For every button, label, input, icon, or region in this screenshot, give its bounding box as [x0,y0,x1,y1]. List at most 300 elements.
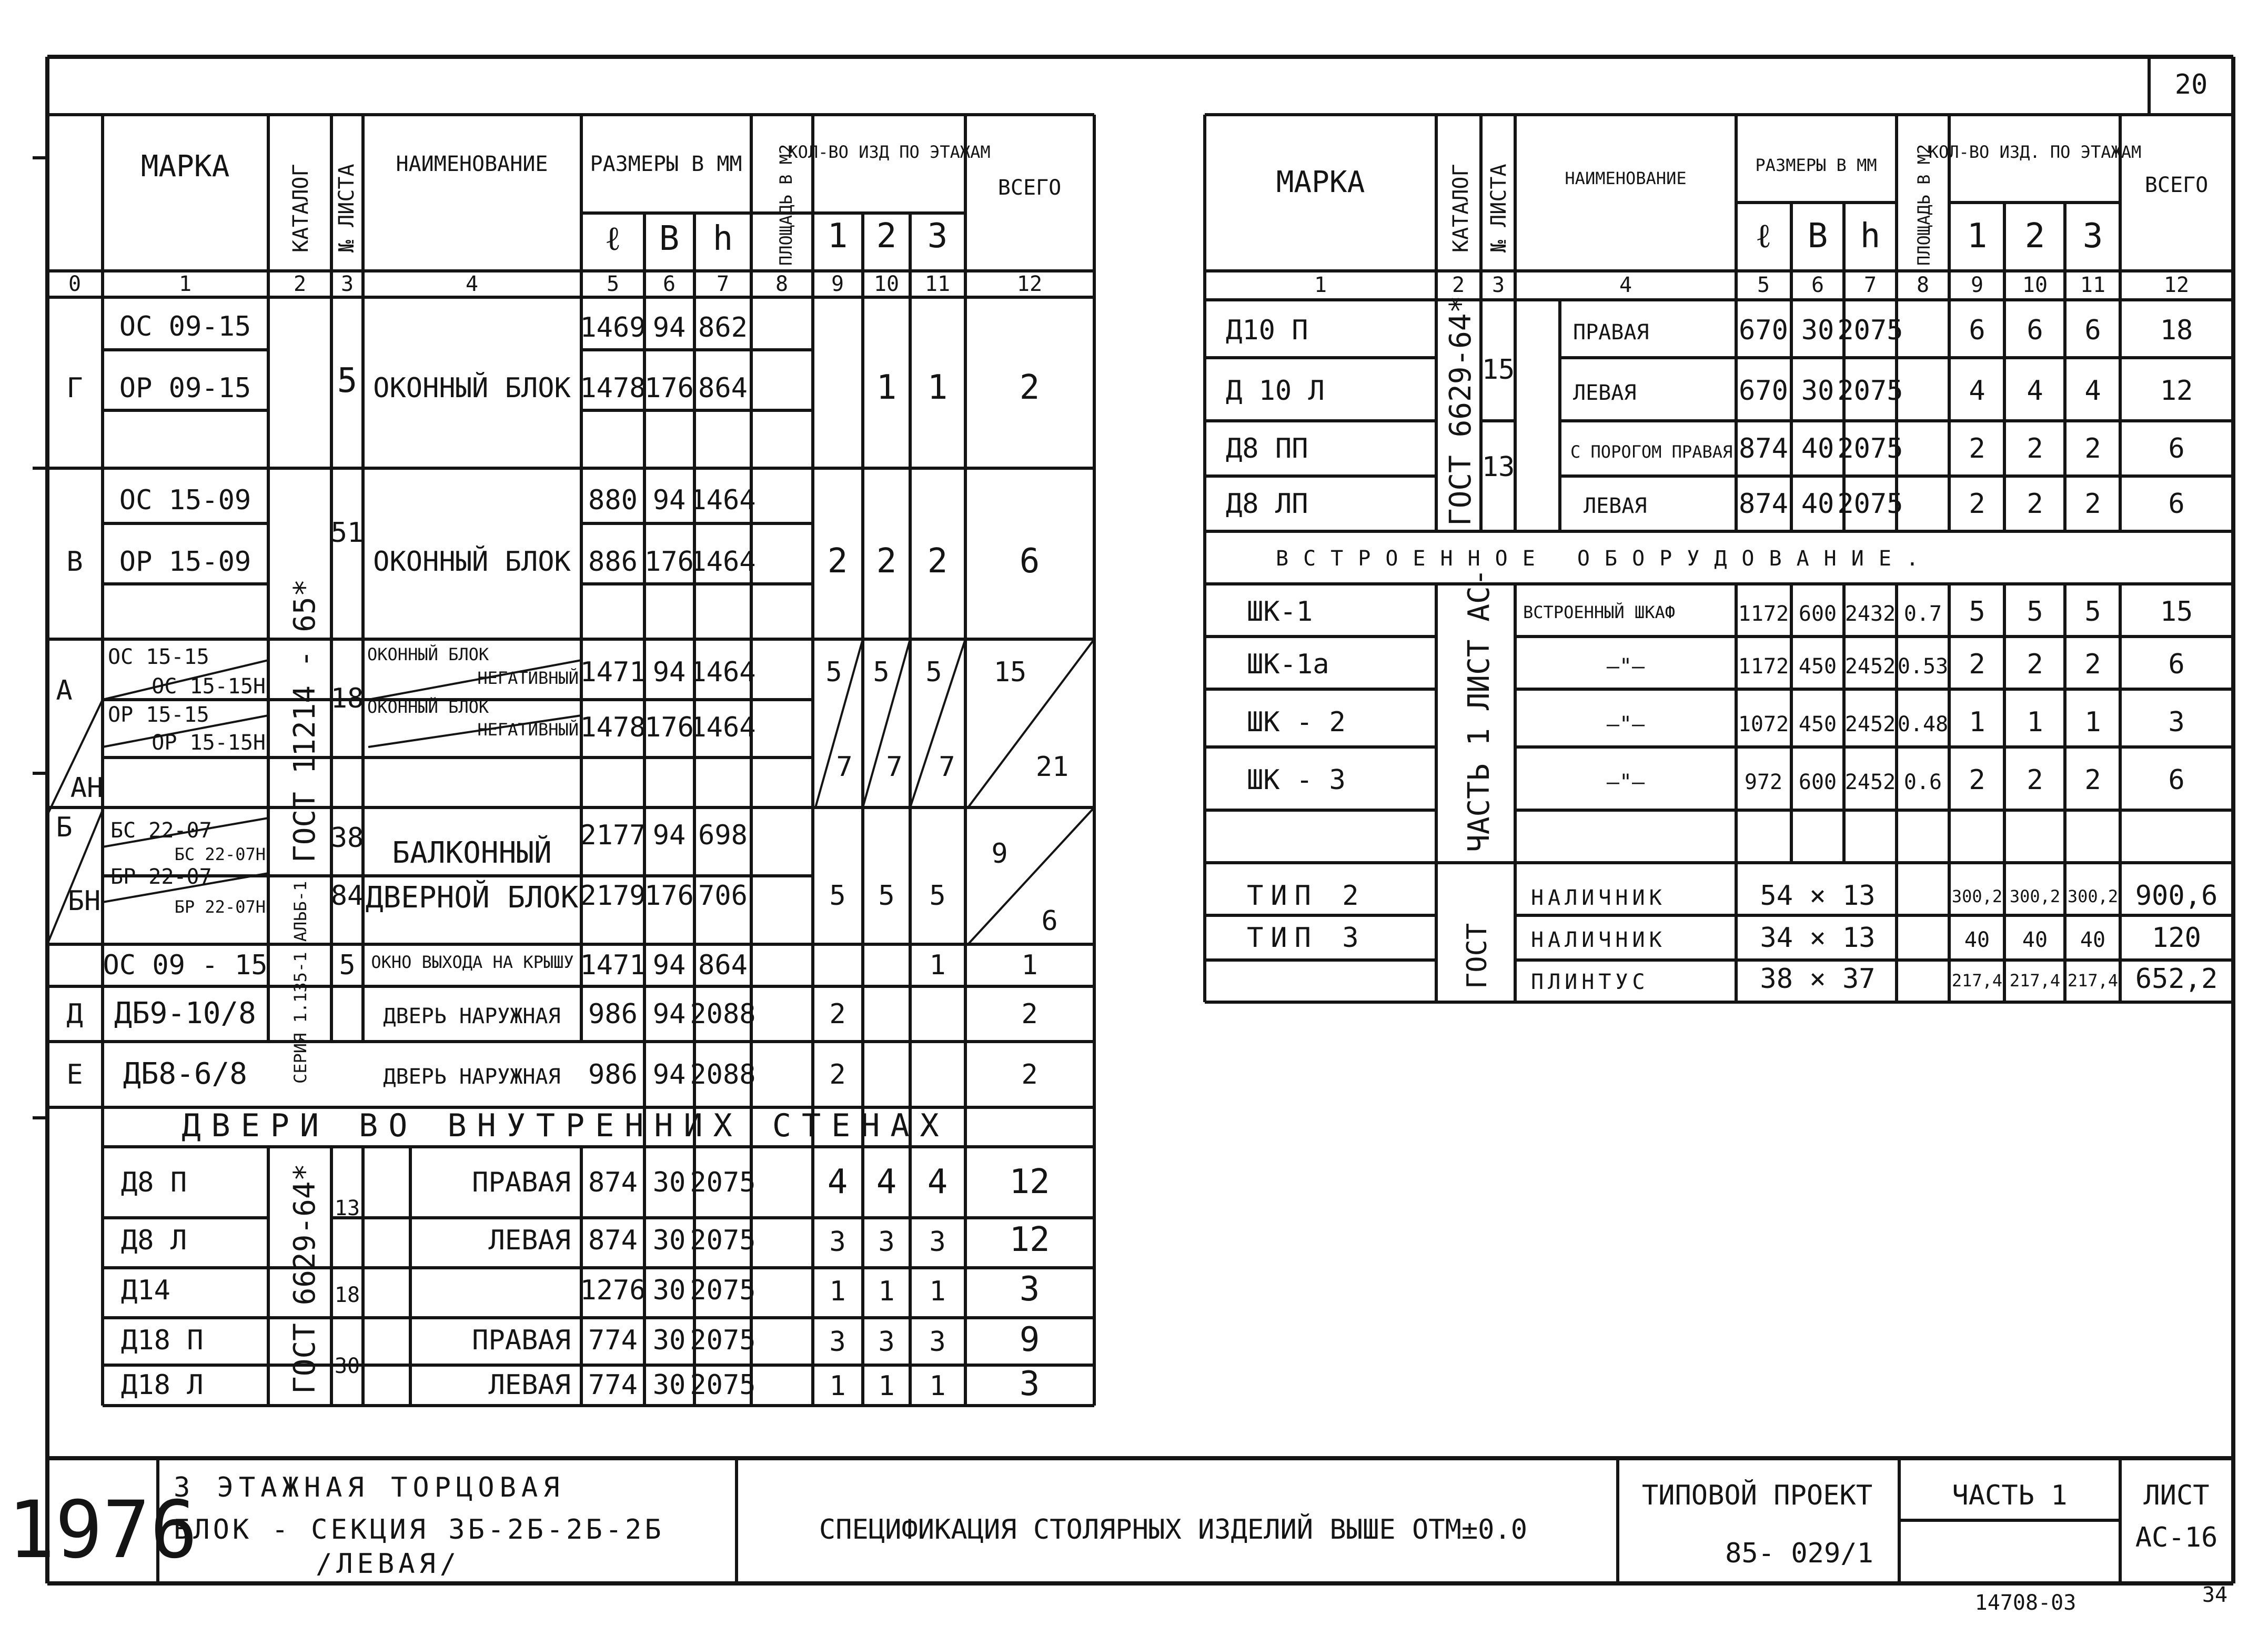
catalog-gost: ГОСТ [1461,923,1493,989]
cell-naimen: ЛЕВАЯ [488,1369,571,1401]
cell-marka: Д8 ПП [1226,433,1308,464]
cell-size: 54 × 13 [1760,880,1876,912]
cell-naimen: НАЛИЧНИК [1531,886,1666,910]
cell-marka: ОС 09 - 15 [103,950,268,981]
cell-h: 1464 [690,546,756,578]
title-sheet-code: АС-16 [2135,1522,2218,1553]
cell-naimen: ДВЕРЬ НАРУЖНАЯ [383,1065,561,1089]
cell-group: Б [56,812,73,843]
cell-b: 30 [652,1225,686,1256]
cell-total: 900,6 [2135,880,2218,912]
cell-total: 18 [2160,315,2193,346]
cell-total: 9 [991,838,1008,870]
cell-f3: 1 [929,1370,946,1402]
cell-f2: 5 [2027,596,2043,628]
cell-b: 94 [652,950,686,981]
cell-naimen: —"— [1606,770,1645,794]
cell-total: 2 [1021,1059,1038,1090]
cell-group: В [66,546,83,578]
colnum: 3 [340,272,354,296]
cell-b: 176 [644,880,694,912]
cell-f3: 1 [929,1276,946,1307]
cell-naimen: —"— [1606,712,1645,736]
colnum: 9 [1970,273,1984,297]
footer-code: 14708-03 [1974,1591,2077,1615]
cell-l: 874 [1739,488,1788,520]
cell-f3: 2 [2084,649,2101,680]
cell-f1: 2 [1969,488,1985,520]
cell-f3: 217,4 [2067,971,2119,991]
title-object-line3: /ЛЕВАЯ/ [316,1548,461,1580]
cell-f3: 300,2 [2067,886,2119,906]
section-title-equipment: ВСТРОЕННОЕ ОБОРУДОВАНИЕ. [1276,547,1933,571]
header-razmery: РАЗМЕРЫ В ММ [590,152,742,176]
trim-rows [1247,880,2217,995]
cell-marka-2: ОР 15-15Н [152,731,266,755]
cell-naimen: —"— [1606,654,1645,679]
cell-h: 2452 [1844,770,1896,794]
cell-b: 94 [652,657,686,688]
cell-f1: 2 [827,542,848,581]
cell-l: 1478 [580,712,646,743]
cell-marka: Д8 П [121,1167,187,1198]
cell-f2: 217,4 [2009,971,2061,991]
cell-f1: 217,4 [1951,971,2003,991]
cell-naimen: ПРАВАЯ [1573,320,1649,345]
catalog-gost-11214: ГОСТ 11214 - 65* [288,579,322,863]
cell-marka: ШК-1 [1247,596,1313,628]
colnum: 12 [2163,273,2190,297]
cell-total: 15 [2160,596,2193,628]
header-razmery: РАЗМЕРЫ В ММ [1755,155,1877,175]
header-floor-3: 3 [2082,217,2103,256]
colnum: 10 [873,272,900,296]
cell-h: 2088 [690,998,756,1030]
cell-naimen: ОКОННЫЙ БЛОК [367,644,489,664]
cell-f3: 4 [927,1163,948,1201]
cell-h: 2075 [1837,488,1903,520]
colnum: 5 [606,272,620,296]
cell-b: 450 [1798,712,1837,736]
cell-group: А [56,675,73,706]
cell-l: 986 [588,1059,638,1090]
cell-b: 176 [644,372,694,404]
header-katalog: КАТАЛОГ [289,164,313,253]
cell-naimen: ДВЕРНОЙ БЛОК [365,881,579,915]
cell-f1: 3 [829,1226,846,1258]
cell-total: 3 [1019,1365,1040,1403]
cell-list: 13 [334,1196,360,1220]
cell-marka-2: БР 22-07Н [174,897,266,917]
cell-f1: 1 [829,1276,846,1307]
header-floor-2: 2 [2024,217,2045,256]
cell-f2: 2 [2027,649,2043,680]
cell-l: 874 [588,1167,638,1198]
cell-marka: Д18 П [121,1325,204,1356]
right-column-numbers [1314,273,2189,297]
cell-f1: 5 [825,657,842,688]
cell-marka: ОР 15-09 [119,546,251,578]
header-b: B [659,219,680,258]
colnum: 2 [1451,273,1465,297]
cell-total: 3 [2168,706,2185,738]
colnum: 12 [1016,272,1043,296]
cell-naimen: ОКНО ВЫХОДА НА КРЫШУ [371,952,574,972]
cell-naimen: БАЛКОННЫЙ [392,836,552,870]
cell-b: 30 [652,1275,686,1306]
cell-l: 774 [588,1325,638,1356]
cell-f3: 2 [2084,433,2101,464]
title-project-number: 85- 029/1 [1725,1538,1873,1569]
cell-total: 6 [1041,905,1058,937]
cell-b: 94 [652,998,686,1030]
cell-f1: 2 [1969,433,1985,464]
cell-list: 84 [330,880,364,912]
colnum: 10 [2022,273,2048,297]
cell-marka: БР 22-07 [110,865,212,889]
title-project-label: ТИПОВОЙ ПРОЕКТ [1641,1480,1873,1511]
cell-l: 874 [588,1225,638,1256]
cell-list: 38 [330,822,364,854]
cell-area: 0.6 [1903,770,1942,794]
cell-f1: 5 [1969,596,1985,628]
cell-naimen-2: НЕГАТИВНЫЙ [477,668,579,688]
cell-marka: ДБ8-6/8 [123,1057,248,1091]
cell-total: 12 [2160,375,2193,407]
cell-list: 15 [1481,354,1515,386]
cell-marka: Д8 Л [121,1225,187,1256]
colnum: 4 [465,272,479,296]
cell-total: 6 [2168,488,2185,520]
cell-h: 2452 [1844,712,1896,736]
cell-l: 2177 [580,820,646,851]
cell-f1: 1 [1969,706,1985,738]
header-ploshad: ПЛОЩАДЬ В М2 [1914,144,1934,266]
cell-f1: 2 [1969,764,1985,796]
cell-l: 1276 [580,1275,646,1306]
cell-b: 450 [1798,654,1837,679]
cell-f1: 40 [1964,928,1990,952]
title-document: СПЕЦИФИКАЦИЯ СТОЛЯРНЫХ ИЗДЕЛИЙ ВЫШЕ ОТМ±0.0 [819,1514,1528,1546]
cell-f3: 5 [2084,596,2101,628]
cell-list: 30 [334,1354,360,1378]
cell-l: 874 [1739,433,1788,464]
cell-total: 120 [2152,922,2201,954]
cell-h: 862 [698,312,748,344]
cell-marka: ШК - 3 [1247,764,1346,796]
cell-h: 698 [698,820,748,851]
header-list: № ЛИСТА [1487,164,1511,253]
cell-f2: 2 [876,542,897,581]
cell-l: 1072 [1738,712,1789,736]
header-katalog: КАТАЛОГ [1449,164,1473,253]
cell-f2: 1 [2027,706,2043,738]
cell-b: 30 [1801,375,1834,407]
cell-f1: 2 [829,998,846,1030]
catalog-part-1: ЧАСТЬ 1 ЛИСТ АС- [1462,568,1496,852]
cell-marka: ШК-1а [1247,649,1329,680]
cell-f3: 2 [2084,488,2101,520]
header-ploshad: ПЛОЩАДЬ В М2 [776,144,796,266]
colnum: 7 [1863,273,1877,297]
cell-h: 1464 [690,484,756,516]
cell-marka: ШК - 2 [1247,706,1346,738]
cell-marka: Д10 П [1226,315,1308,346]
cell-naimen: ДВЕРЬ НАРУЖНАЯ [383,1004,561,1028]
cell-b: 600 [1798,770,1837,794]
cell-naimen: ОКОННЫЙ БЛОК [367,697,489,717]
header-vsego: ВСЕГО [2144,173,2209,197]
cell-total: 6 [2168,433,2185,464]
cell-total: 2 [1021,998,1038,1030]
cell-f2: 4 [876,1163,897,1201]
cell-f1: 2 [829,1059,846,1090]
cell-marka: ОС 15-15 [108,645,209,669]
cell-naimen: НАЛИЧНИК [1531,928,1666,952]
title-year: 1976 [7,1485,198,1576]
cell-l: 1471 [580,950,646,981]
cell-b: 94 [652,312,686,344]
cell-f2: 2 [2027,433,2043,464]
cell-f3: 4 [2084,375,2101,407]
title-object-line2: БЛОК - СЕКЦИЯ 3Б-2Б-2Б-2Б [174,1514,664,1546]
cell-f1: 4 [827,1163,848,1201]
cell-area: 0.7 [1903,602,1942,626]
cell-h: 2432 [1844,602,1896,626]
cell-f2: 300,2 [2009,886,2061,906]
cell-l: 972 [1744,770,1783,794]
cell-f2: 6 [2027,315,2043,346]
cell-h: 2075 [1837,433,1903,464]
cell-h: 2452 [1844,654,1896,679]
cell-total: 652,2 [2135,963,2218,995]
left-table-header [141,142,1062,266]
colnum: 6 [662,272,676,296]
header-list: № ЛИСТА [335,164,359,253]
cell-f1: 3 [829,1326,846,1358]
cell-f1: 2 [1969,649,1985,680]
cell-f3: 1 [929,950,946,981]
cell-h: 1464 [690,712,756,743]
cell-marka-2: БС 22-07Н [174,844,266,864]
cell-f3: 6 [2084,315,2101,346]
cell-f2: 3 [878,1326,895,1358]
cell-naimen: ОКОННЫЙ БЛОК [373,546,571,578]
cell-naimen-2: НЕГАТИВНЫЙ [477,720,579,740]
header-vsego: ВСЕГО [997,176,1062,200]
colnum: 6 [1811,273,1825,297]
cell-f2: 1 [878,1370,895,1402]
cell-f1: 5 [829,880,846,912]
cell-f3: 5 [925,657,942,688]
cell-h: 2075 [1837,375,1903,407]
colnum: 9 [831,272,844,296]
cell-l: 886 [588,546,638,578]
cell-l: 670 [1739,315,1788,346]
cell-h: 2075 [690,1167,756,1198]
cell-b: 40 [1801,488,1834,520]
cell-l: 1478 [580,372,646,404]
cell-total: 3 [1019,1270,1040,1309]
cell-h: 2075 [1837,315,1903,346]
cell-f3: 5 [929,880,946,912]
header-floor-1: 1 [1967,217,1988,256]
cell-f2: 1 [878,1276,895,1307]
cell-katalog-series: СЕРИЯ 1.135-1 АЛЬБ-1 [290,881,310,1084]
cell-naimen: ПЛИНТУС [1531,970,1649,994]
cell-f3: 3 [929,1226,946,1258]
cell-h: 2075 [690,1325,756,1356]
cell-l: 1469 [580,312,646,344]
header-h: h [1860,217,1881,256]
cell-b: 94 [652,820,686,851]
colnum: 0 [68,272,82,296]
colnum: 4 [1619,273,1632,297]
cell-list: 5 [337,361,358,400]
cell-b: 94 [652,1059,686,1090]
cell-h: 2075 [690,1225,756,1256]
cell-f1: 6 [1969,315,1985,346]
cell-f1: 4 [1969,375,1985,407]
cell-l: 2179 [580,880,646,912]
cell-b: 600 [1798,602,1837,626]
cell-total: 1 [1021,950,1038,981]
cell-naimen: ЛЕВАЯ [488,1225,571,1256]
cell-marka: ТИП 3 [1247,922,1366,954]
cell-naimen: ЛЕВАЯ [1584,494,1647,518]
cell-f2: 5 [873,657,890,688]
cell-f1: 300,2 [1951,886,2003,906]
catalog-gost-6629: ГОСТ 6629-64* [1444,295,1478,526]
cell-total: 12 [1009,1163,1050,1201]
cell-b: 176 [644,546,694,578]
cell-f2: 40 [2022,928,2048,952]
header-l: ℓ [604,219,621,258]
cell-f2: 2 [2027,764,2043,796]
cell-marka: Д14 [121,1275,170,1306]
cell-h: 706 [698,880,748,912]
cell-naimen: ЛЕВАЯ [1573,381,1637,405]
cell-naimen: ПРАВАЯ [472,1325,571,1356]
cell-area: 0.53 [1897,654,1949,679]
cell-group: Е [66,1059,83,1090]
cell-h: 864 [698,950,748,981]
cell-total: 9 [1019,1320,1040,1359]
cell-naimen: С ПОРОГОМ ПРАВАЯ [1570,442,1733,462]
cell-total: 6 [1019,542,1040,581]
cell-group: Г [66,372,83,404]
cell-list: 18 [330,683,364,714]
cell-marka: ТИП 2 [1247,880,1366,912]
cell-b: 30 [652,1325,686,1356]
cell-marka: ОС 09-15 [119,311,251,342]
cell-total: 15 [993,657,1027,688]
cell-naimen: ОКОННЫЙ БЛОК [373,372,571,404]
cell-size: 34 × 13 [1760,922,1876,954]
section-title-interior-doors: ДВЕРИ ВО ВНУТРЕННИХ СТЕНАХ [182,1107,950,1144]
catalog-gost-6629: ГОСТ 6629-64* [288,1163,322,1394]
header-floor-3: 3 [927,217,948,256]
cell-l: 774 [588,1369,638,1401]
colnum: 1 [178,272,192,296]
cell-f3: 2 [2084,764,2101,796]
cell-marka: ОР 15-15 [108,703,209,727]
cell-f2: 5 [878,880,895,912]
cell-total: 6 [2168,649,2185,680]
title-block [7,1472,2227,1615]
cell-l: 1172 [1738,602,1789,626]
header-l: ℓ [1755,217,1772,256]
cell-total: 21 [1035,751,1069,783]
cell-f2: 4 [2027,375,2043,407]
cell-marka: ОС 15-09 [119,484,251,516]
header-naimenovanie: НАИМЕНОВАНИЕ [1565,168,1687,188]
cell-f2: 1 [876,368,897,407]
header-kolvo: КОЛ-ВО ИЗД. ПО ЭТАЖАМ [1928,142,2142,162]
right-doors-rows [1226,296,2193,526]
cell-f2: 7 [886,751,903,783]
cell-group-2: АН [70,772,104,804]
cell-l: 880 [588,484,638,516]
title-sheet-label: ЛИСТ [2143,1480,2210,1511]
top-sheet-number: 20 [2174,69,2208,100]
colnum: 1 [1314,273,1327,297]
header-marka: МАРКА [1276,165,1365,199]
header-b: B [1807,217,1828,256]
cell-f3: 2 [927,542,948,581]
cell-list: 18 [334,1283,360,1307]
cell-marka: Д18 Л [121,1369,204,1401]
cell-total: 2 [1019,368,1040,407]
header-kolvo: КОЛ-ВО ИЗД ПО ЭТАЖАМ [788,142,991,162]
cell-h: 2088 [690,1059,756,1090]
header-naimenovanie: НАИМЕНОВАНИЕ [396,152,548,176]
cell-f1: 1 [829,1370,846,1402]
title-part: ЧАСТЬ 1 [1952,1480,2068,1511]
cell-list: 13 [1481,451,1515,483]
cell-list: 51 [330,517,364,549]
colnum: 8 [775,272,789,296]
cell-f3: 1 [927,368,948,407]
cell-f3: 40 [2080,928,2106,952]
cell-b: 94 [652,484,686,516]
header-marka: МАРКА [140,149,230,184]
cell-marka: ОР 09-15 [119,372,251,404]
cell-l: 1172 [1738,654,1789,679]
colnum: 7 [716,272,730,296]
cell-list: 5 [339,950,356,981]
colnum: 5 [1757,273,1770,297]
colnum: 11 [924,272,951,296]
cell-marka-2: ОС 15-15Н [152,674,266,699]
cell-naimen: ВСТРОЕННЫЙ ШКАФ [1523,602,1675,622]
cell-f3: 7 [939,751,955,783]
cell-l: 1471 [580,657,646,688]
cell-size: 38 × 37 [1760,963,1876,995]
cell-marka: Д8 ЛП [1226,488,1308,520]
cell-f3: 1 [2084,706,2101,738]
cell-total: 12 [1009,1220,1050,1259]
cell-marka: Д 10 Л [1226,375,1325,407]
cell-group-2: БН [67,885,101,917]
cell-f3: 3 [929,1326,946,1358]
cell-f1: 7 [836,751,853,783]
colnum: 11 [2080,273,2106,297]
cell-b: 176 [644,712,694,743]
colnum: 8 [1916,273,1930,297]
footer-page: 34 [2202,1583,2228,1607]
cell-h: 2075 [690,1275,756,1306]
